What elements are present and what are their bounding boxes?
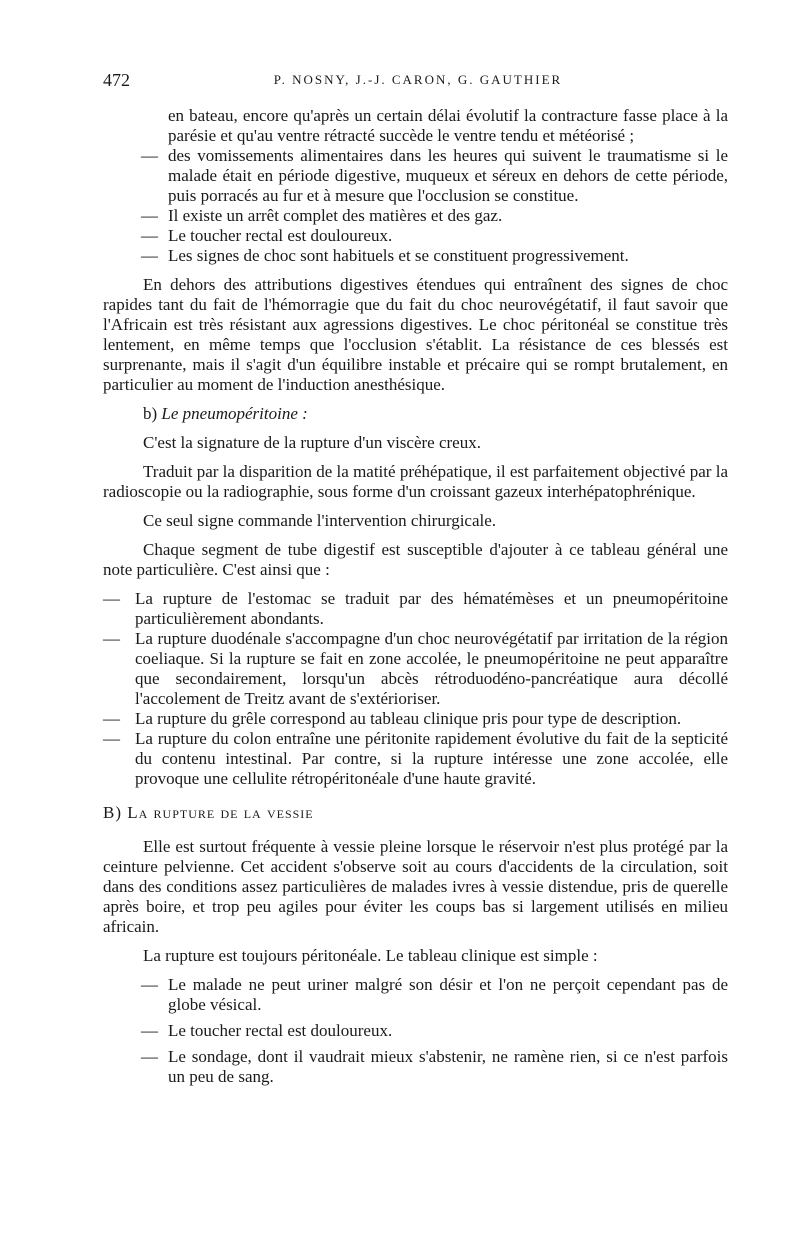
list-item: — La rupture du colon entraîne une péritonite rapidement évolutive du fait de la septicité du contenu intestinal. Par contre, si la rupture intéresse une zone accolée, elle provoque une cellulite rétropéritonéale d'une haute gravité. [103, 729, 728, 788]
body-text [103, 106, 728, 1096]
paragraph-chaque: Chaque segment de tube digestif est susceptible d'ajouter à ce tableau général une note particulière. C'est ainsi que : [103, 540, 728, 579]
list-item: — Il existe un arrêt complet des matières et des gaz. [141, 206, 503, 225]
list-item: — La rupture duodénale s'accompagne d'un choc neurovégétatif par irritation de la région coeliaque. Si la rupture se fait en zone accolée, le pneumopéritoine ne peut apparaître que secondairement, lorsqu'un abcès rétroduodéno-pancréatique aura décollé l'accolement de Treitz avant de s'extérioriser. [103, 629, 728, 708]
list-item: — des vomissements alimentaires dans les heures qui suivent le traumatisme si le malade était en période digestive, muqueux et séreux en dehors de cette période, puis porracés au fur et à mesure que l'occlusion se constitue. [141, 146, 728, 205]
section-heading: B) La rupture de la vessie [103, 803, 314, 822]
paragraph-vessie: Elle est surtout fréquente à vessie pleine lorsque le réservoir n'est plus protégé par la ceinture pelvienne. Cet accident s'observe soit au cours d'accidents de la circulation, soit dans des conditions assez particulières de malades ivres à vessie distendue, pris de querelle après boire, et trop peu agiles pour éviter les coups bas si largement utilisés en milieu africain. [103, 837, 728, 936]
paragraph-signature: C'est la signature de la rupture d'un viscère creux. [143, 433, 481, 452]
subheading-pneumoperitoine: b) Le pneumopéritoine : [143, 404, 308, 423]
vessie-list [103, 975, 728, 1087]
list-item: — Les signes de choc sont habituels et se constituent progressivement. [141, 246, 629, 265]
segments-list [103, 589, 728, 789]
paragraph-traduit: Traduit par la disparition de la matité préhépatique, il est parfaitement objectivé par la radioscopie ou la radiographie, sous forme d'un croissant gazeux interhépatophrénique. [103, 462, 728, 501]
list-item: — Le toucher rectal est douloureux. [141, 226, 393, 245]
list-item: — Le toucher rectal est douloureux. [141, 1021, 393, 1040]
running-title: P. NOSNY, J.-J. CARON, G. GAUTHIER [273, 72, 563, 87]
paragraph-seul: Ce seul signe commande l'intervention chirurgicale. [143, 511, 497, 530]
list-item: — Le malade ne peut uriner malgré son désir et l'on ne perçoit cependant pas de globe vésical. [141, 975, 728, 1014]
subheading-title: Le pneumopéritoine : [161, 404, 308, 423]
paragraph-shock: En dehors des attributions digestives étendues qui entraînent des signes de choc rapides tant du fait de l'hémorragie que du fait du choc neurovégétatif, il faut savoir que l'Africain est très résistant aux agressions digestives. Le choc péritonéal se constitue très lentement, en même temps que l'occlusion s'établit. La résistance de ces blessés est surprenante, mais il s'agit d'un équilibre instable et précaire qui se rompt brutalement, en particulier au moment de l'induction anesthésique. [103, 275, 728, 394]
page-header [103, 70, 733, 96]
list-item: — Le sondage, dont il vaudrait mieux s'abstenir, ne ramène rien, si ce n'est parfois un peu de sang. [141, 1047, 728, 1086]
signs-list [103, 146, 728, 266]
list-item: — La rupture de l'estomac se traduit par des hématémèses et un pneumopéritoine particulièrement abondants. [103, 589, 728, 628]
page-number: 472 [103, 70, 130, 90]
continuation-paragraph: en bateau, encore qu'après un certain délai évolutif la contracture fasse place à la parésie et qu'au ventre rétracté succède le ventre tendu et météorisé ; [168, 106, 728, 145]
paragraph-rupture: La rupture est toujours péritonéale. Le tableau clinique est simple : [143, 946, 598, 965]
list-item: — La rupture du grêle correspond au tableau clinique pris pour type de description. [103, 709, 682, 728]
